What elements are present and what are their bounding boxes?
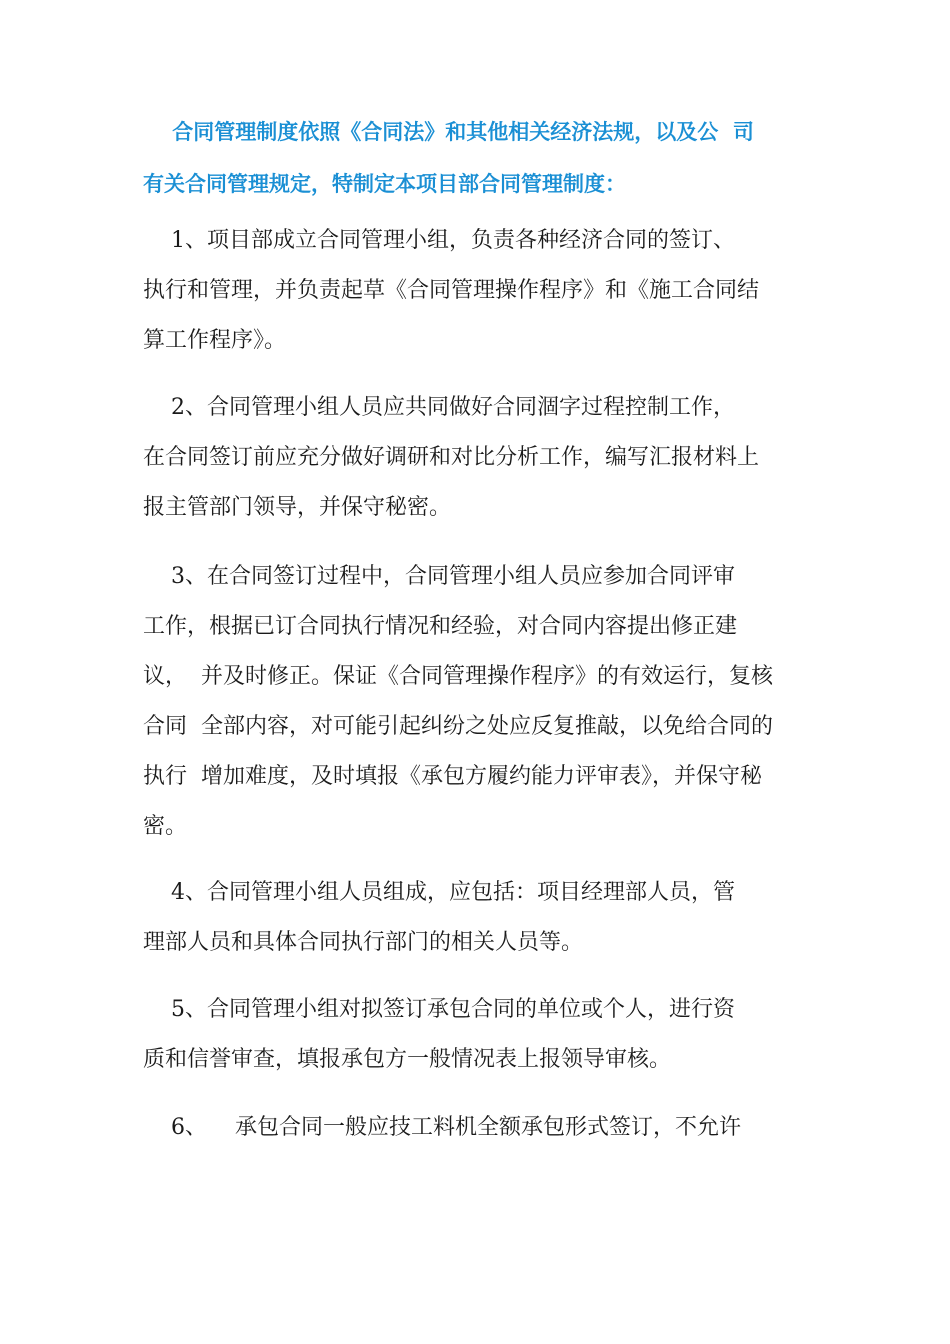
paragraph-line: 6、 承包合同一般应技工料机全额承包形式签订，不允许 [143, 1115, 741, 1140]
intro-paragraph [143, 106, 833, 210]
paragraph-line: 1、项目部成立合同管理小组，负责各种经济合同的签订、 [143, 228, 735, 253]
paragraph-line: 密。 [143, 814, 188, 839]
paragraph-line: 3、在合同签订过程中，合同管理小组人员应参加合同评审 [143, 564, 735, 589]
paragraph-line: 合同 全部内容，对可能引起纠纷之处应反复推敲，以免给合同的 [143, 714, 773, 739]
paragraph-2 [143, 383, 823, 533]
paragraph-line: 质和信誉审查，填报承包方一般情况表上报领导审核。 [143, 1047, 672, 1072]
paragraph-line: 算工作程序》。 [143, 328, 287, 353]
paragraph-line: 报主管部门领导，并保守秘密。 [143, 495, 452, 520]
intro-line: 合同管理制度依照《合同法》和其他相关经济法规，以及公 司 [143, 120, 754, 144]
paragraph-4 [143, 868, 823, 968]
paragraph-line: 执行和管理，并负责起草《合同管理操作程序》和《施工合同结 [143, 278, 760, 303]
paragraph-line: 议， 并及时修正。保证《合同管理操作程序》的有效运行，复核 [143, 664, 773, 689]
paragraph-line: 2、合同管理小组人员应共同做好合同涸字过程控制工作， [143, 395, 735, 420]
paragraph-line: 5、合同管理小组对拟签订承包合同的单位或个人，进行资 [143, 997, 735, 1022]
intro-line: 有关合同管理规定，特制定本项目部合同管理制度： [143, 172, 626, 196]
paragraph-line: 4、合同管理小组人员组成，应包括：项目经理部人员，管 [143, 880, 735, 905]
paragraph-line: 在合同签订前应充分做好调研和对比分析工作，编写汇报材料上 [143, 445, 760, 470]
paragraph-6 [143, 1103, 823, 1153]
paragraph-3 [143, 552, 823, 852]
paragraph-1 [143, 216, 823, 366]
paragraph-line: 工作，根据已订合同执行情况和经验，对合同内容提出修正建 [143, 614, 738, 639]
paragraph-5 [143, 985, 823, 1085]
paragraph-line: 执行 增加难度，及时填报《承包方履约能力评审表》，并保守秘 [143, 764, 762, 789]
paragraph-line: 理部人员和具体合同执行部门的相关人员等。 [143, 930, 584, 955]
